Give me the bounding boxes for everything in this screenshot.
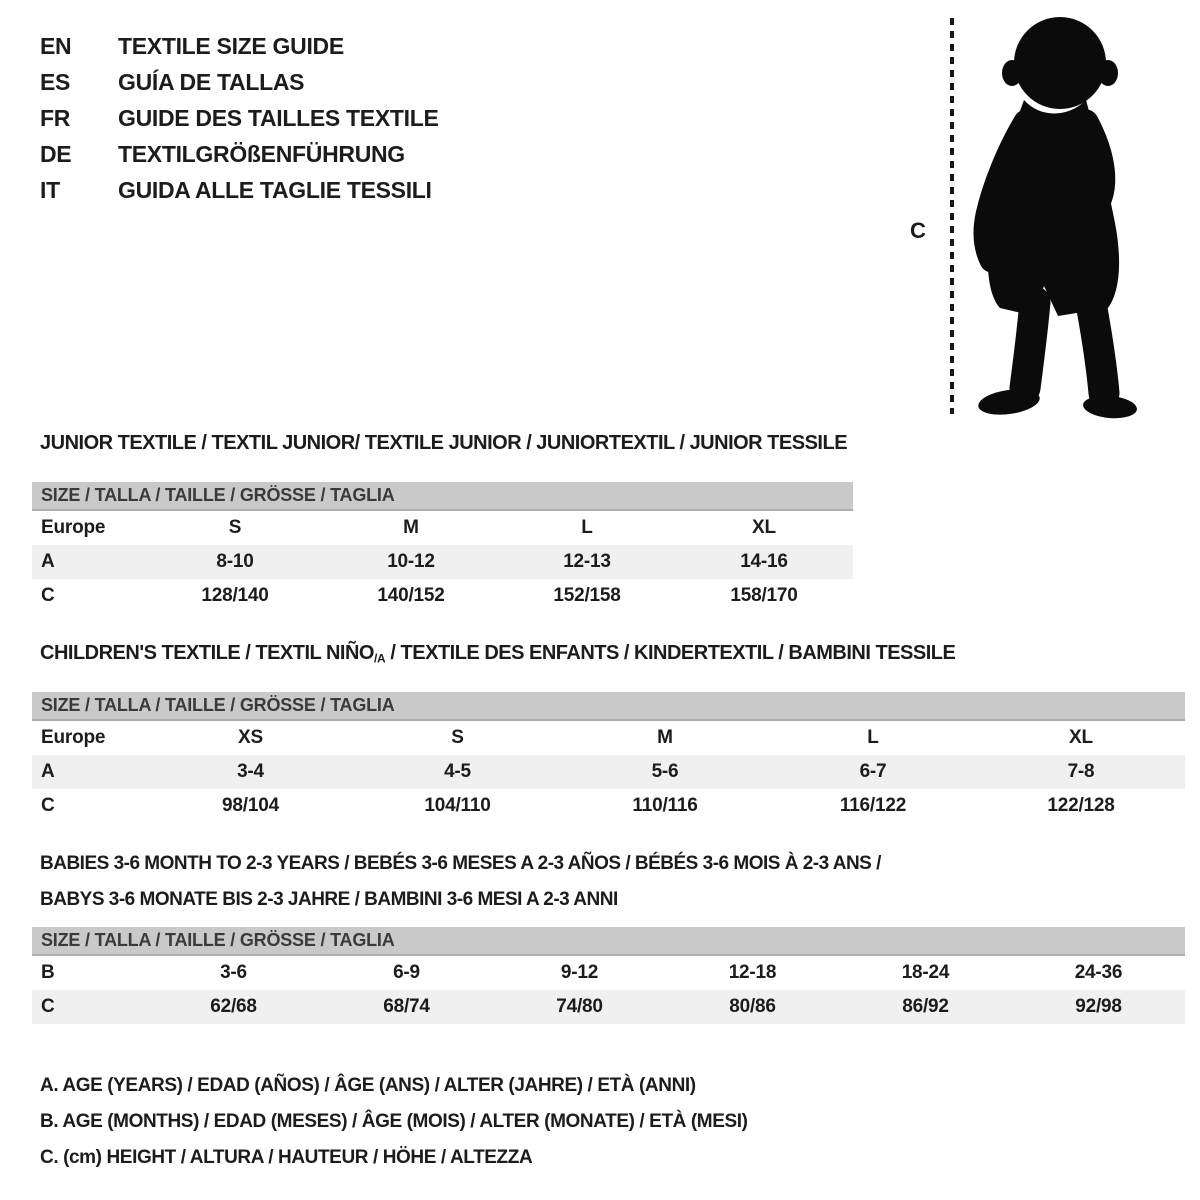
size-header-band: SIZE / TALLA / TAILLE / GRÖSSE / TAGLIA (32, 482, 853, 511)
cell: 68/74 (320, 990, 493, 1024)
row-label: A (32, 755, 147, 789)
lang-code: EN (40, 33, 72, 59)
cell: L (867, 727, 879, 748)
cell: 6-9 (393, 962, 420, 983)
junior-section-title: JUNIOR TEXTILE / TEXTIL JUNIOR/ TEXTILE JUNIOR / JUNIORTEXTIL / JUNIOR TESSILE (40, 432, 848, 454)
lang-title: GUIDE DES TAILLES TEXTILE (118, 105, 439, 131)
lang-code: ES (40, 69, 71, 95)
row-label: Europe (41, 727, 106, 748)
lang-title: TEXTILE SIZE GUIDE (118, 33, 344, 59)
cell: 24-36 (1074, 962, 1123, 983)
children-table-grid (32, 721, 1185, 823)
lang-code: DE (40, 141, 72, 167)
cell: 92/98 (1012, 990, 1185, 1024)
lang-row-it (40, 172, 439, 208)
row-label: C (41, 585, 55, 606)
cell: M (657, 727, 673, 748)
cell: 140/152 (377, 585, 445, 606)
cell: M (403, 517, 419, 538)
row-label: C (41, 795, 55, 816)
cell: 4-5 (354, 755, 561, 789)
lang-title: GUÍA DE TALLAS (118, 69, 305, 95)
toddler-silhouette-figure (938, 10, 1150, 422)
cell: 3-4 (147, 755, 354, 789)
legend-line-b: B. AGE (MONTHS) / EDAD (MESES) / ÂGE (MOIS) / ALTER (MONATE) / ETÀ (MESI) (40, 1111, 748, 1132)
babies-title-line1: BABIES 3-6 MONTH TO 2-3 YEARS / BEBÉS 3-6 MESES A 2-3 AÑOS / BÉBÉS 3-6 MOIS À 2-3 ANS / (40, 853, 881, 874)
lang-code: IT (40, 177, 60, 203)
cell: 74/80 (493, 990, 666, 1024)
cell: XL (1069, 727, 1093, 748)
cell: XL (752, 517, 776, 538)
babies-section-title (40, 846, 881, 918)
cell: 7-8 (977, 755, 1185, 789)
cell: 12-18 (728, 962, 777, 983)
junior-table-grid (32, 511, 853, 613)
cell: 6-7 (769, 755, 977, 789)
babies-table-grid (32, 956, 1185, 1024)
cell: 80/86 (666, 990, 839, 1024)
cell: XS (238, 727, 263, 748)
cell: L (581, 517, 593, 538)
cell: 62/68 (147, 990, 320, 1024)
lang-title: GUIDA ALLE TAGLIE TESSILI (118, 177, 432, 203)
row-label: B (41, 962, 55, 983)
cell: 86/92 (839, 990, 1012, 1024)
children-section-title (40, 642, 955, 665)
table-row-height (32, 579, 853, 613)
cell: 152/158 (553, 585, 621, 606)
table-row-height (32, 789, 1185, 823)
cell: 116/122 (839, 795, 907, 816)
lang-row-fr (40, 100, 439, 136)
lang-title: TEXTILGRÖßENFÜHRUNG (118, 141, 405, 167)
cell: 12-13 (499, 545, 675, 579)
cell: S (451, 727, 464, 748)
cell: 158/170 (730, 585, 798, 606)
cell: 98/104 (222, 795, 279, 816)
table-row-age (32, 545, 853, 579)
row-label: Europe (41, 517, 106, 538)
table-row-sizes (32, 721, 1185, 755)
language-title-list (40, 28, 439, 208)
lang-row-en (40, 28, 439, 64)
table-row-months (32, 956, 1185, 990)
toddler-silhouette-icon (977, 17, 1138, 420)
cell: 122/128 (1047, 795, 1115, 816)
babies-size-table (32, 927, 1185, 1024)
lang-row-es (40, 64, 439, 100)
table-row-age (32, 755, 1185, 789)
cell: 110/116 (632, 795, 698, 816)
cell: 14-16 (675, 545, 853, 579)
children-title-text: / TEXTILE DES ENFANTS / KINDERTEXTIL / BAMBINI TESSILE (385, 642, 956, 664)
cell: 104/110 (424, 795, 491, 816)
cell: 18-24 (901, 962, 950, 983)
height-measure-label: C (910, 218, 926, 243)
cell: 3-6 (220, 962, 247, 983)
measure-legend (40, 1068, 748, 1176)
children-size-table (32, 692, 1185, 823)
row-label: C (32, 990, 147, 1024)
children-title-text: CHILDREN'S TEXTILE / TEXTIL NIÑO (40, 642, 374, 664)
babies-title-line2: BABYS 3-6 MONATE BIS 2-3 JAHRE / BAMBINI 3-6 MESI A 2-3 ANNI (40, 889, 618, 910)
legend-line-a: A. AGE (YEARS) / EDAD (AÑOS) / ÂGE (ANS) / ALTER (JAHRE) / ETÀ (ANNI) (40, 1075, 696, 1096)
junior-size-table (32, 482, 853, 613)
size-header-band: SIZE / TALLA / TAILLE / GRÖSSE / TAGLIA (32, 927, 1185, 956)
cell: S (228, 517, 242, 538)
size-header-band: SIZE / TALLA / TAILLE / GRÖSSE / TAGLIA (32, 692, 1185, 721)
cell: 10-12 (323, 545, 499, 579)
row-label: A (32, 545, 147, 579)
cell: 5-6 (561, 755, 769, 789)
cell: 128/140 (201, 585, 269, 606)
table-row-sizes (32, 511, 853, 545)
cell: 9-12 (560, 962, 599, 983)
table-row-height (32, 990, 1185, 1024)
legend-line-c: C. (cm) HEIGHT / ALTURA / HAUTEUR / HÖHE / ALTEZZA (40, 1147, 533, 1168)
cell: 8-10 (147, 545, 323, 579)
children-title-subscript: /A (373, 651, 386, 666)
lang-row-de (40, 136, 439, 172)
lang-code: FR (40, 105, 71, 131)
